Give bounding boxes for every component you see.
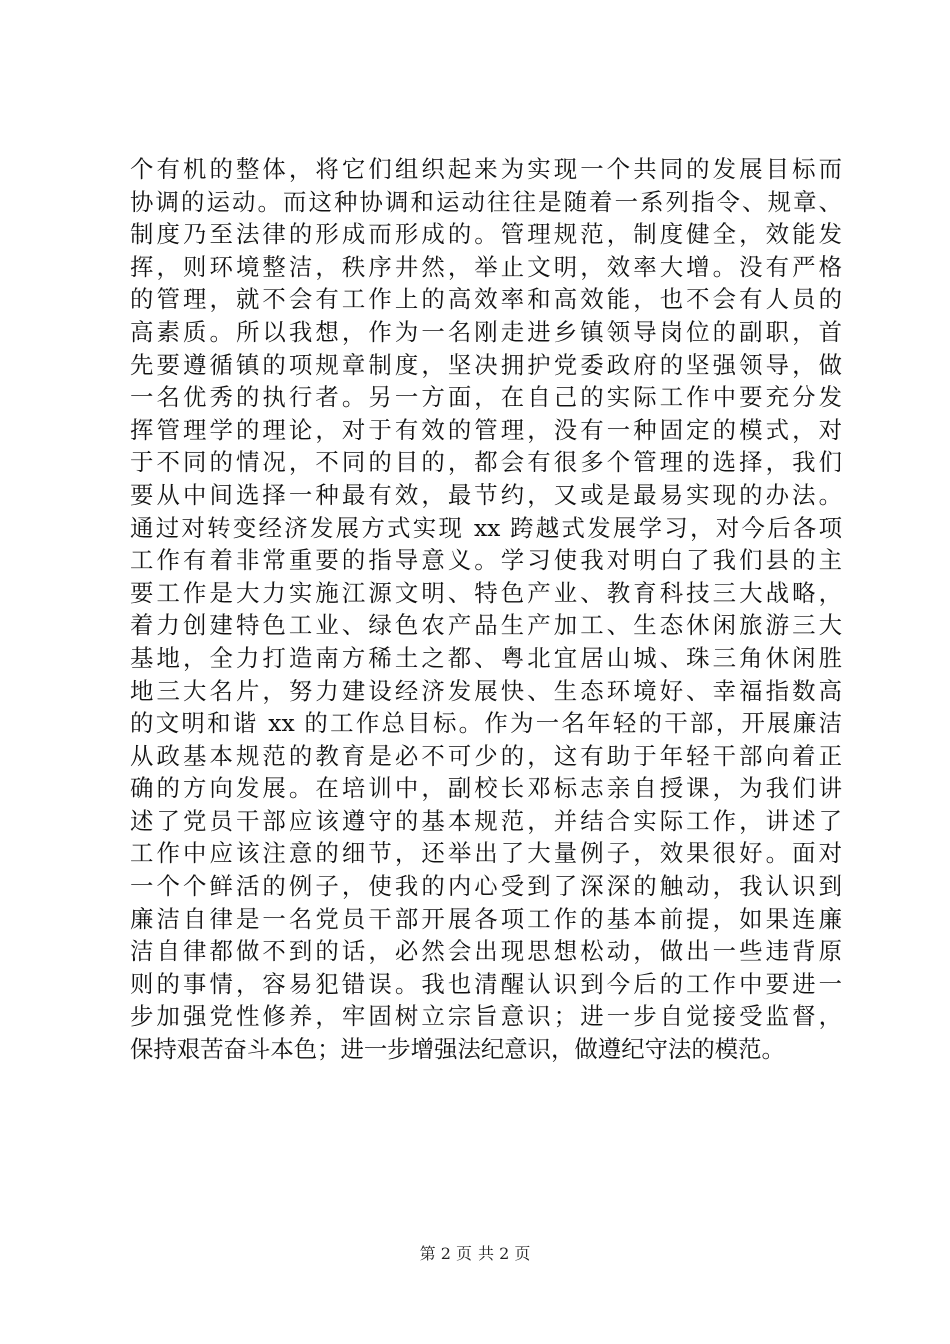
text-line: 挥管理学的理论，对于有效的管理，没有一种固定的模式，对: [130, 415, 842, 444]
text-line: 工作有着非常重要的指导意义。学习使我对明白了我们县的主: [130, 546, 842, 575]
text-line: 基地，全力打造南方稀土之都、粤北宜居山城、珠三角休闲胜: [130, 643, 842, 672]
page-total: 共 2 页: [478, 1244, 531, 1263]
text-line: 挥，则环境整洁，秩序井然，举止文明，效率大增。没有严格: [130, 252, 842, 281]
text-line: 从政基本规范的教育是必不可少的，这有助于年轻干部向着正: [130, 741, 842, 770]
text-line: 个有机的整体，将它们组织起来为实现一个共同的发展目标而: [130, 155, 842, 183]
page-footer: [0, 1243, 950, 1265]
text-line: 工作中应该注意的细节，还举出了大量例子，效果很好。面对: [130, 839, 842, 868]
text-line: 通过对转变经济发展方式实现 xx 跨越式发展学习，对今后各项: [130, 513, 842, 542]
text-line: 要从中间选择一种最有效，最节约，又或是最易实现的办法。: [130, 480, 842, 509]
body-text: [130, 153, 842, 1066]
text-line: 一名优秀的执行者。另一方面，在自己的实际工作中要充分发: [130, 383, 842, 412]
text-line: 制度乃至法律的形成而形成的。管理规范，制度健全，效能发: [130, 220, 842, 249]
text-line: 先要遵循镇的项规章制度，坚决拥护党委政府的坚强领导，做: [130, 350, 842, 379]
text-line: 的管理，就不会有工作上的高效率和高效能，也不会有人员的: [130, 285, 842, 314]
text-line: 确的方向发展。在培训中，副校长邓标志亲自授课，为我们讲: [130, 774, 842, 803]
text-line: 协调的运动。而这种协调和运动往往是随着一系列指令、规章、: [130, 187, 842, 216]
text-line: 的文明和谐 xx 的工作总目标。作为一名年轻的干部，开展廉洁: [130, 709, 842, 738]
text-line: 则的事情，容易犯错误。我也清醒认识到今后的工作中要进一: [130, 969, 842, 998]
text-line: 廉洁自律是一名党员干部开展各项工作的基本前提，如果连廉: [130, 904, 842, 933]
text-line: 保持艰苦奋斗本色；进一步增强法纪意识，做遵纪守法的模范。: [130, 1035, 785, 1064]
text-line: 洁自律都做不到的话，必然会出现思想松动，做出一些违背原: [130, 937, 842, 966]
text-line: 地三大名片，努力建设经济发展快、生态环境好、幸福指数高: [130, 676, 842, 705]
text-line: 一个个鲜活的例子，使我的内心受到了深深的触动，我认识到: [130, 872, 842, 901]
text-line: 述了党员干部应该遵守的基本规范，并结合实际工作，讲述了: [130, 806, 842, 835]
text-line: 于不同的情况，不同的目的，都会有很多个管理的选择，我们: [130, 448, 842, 477]
text-line: 高素质。所以我想，作为一名刚走进乡镇领导岗位的副职，首: [130, 317, 842, 346]
page-number: 第 2 页: [419, 1244, 472, 1263]
text-line: 要工作是大力实施江源文明、特色产业、教育科技三大战略，: [130, 578, 842, 607]
text-line: 步加强党性修养，牢固树立宗旨意识；进一步自觉接受监督，: [130, 1002, 842, 1031]
text-line: 着力创建特色工业、绿色农产品生产加工、生态休闲旅游三大: [130, 611, 842, 640]
